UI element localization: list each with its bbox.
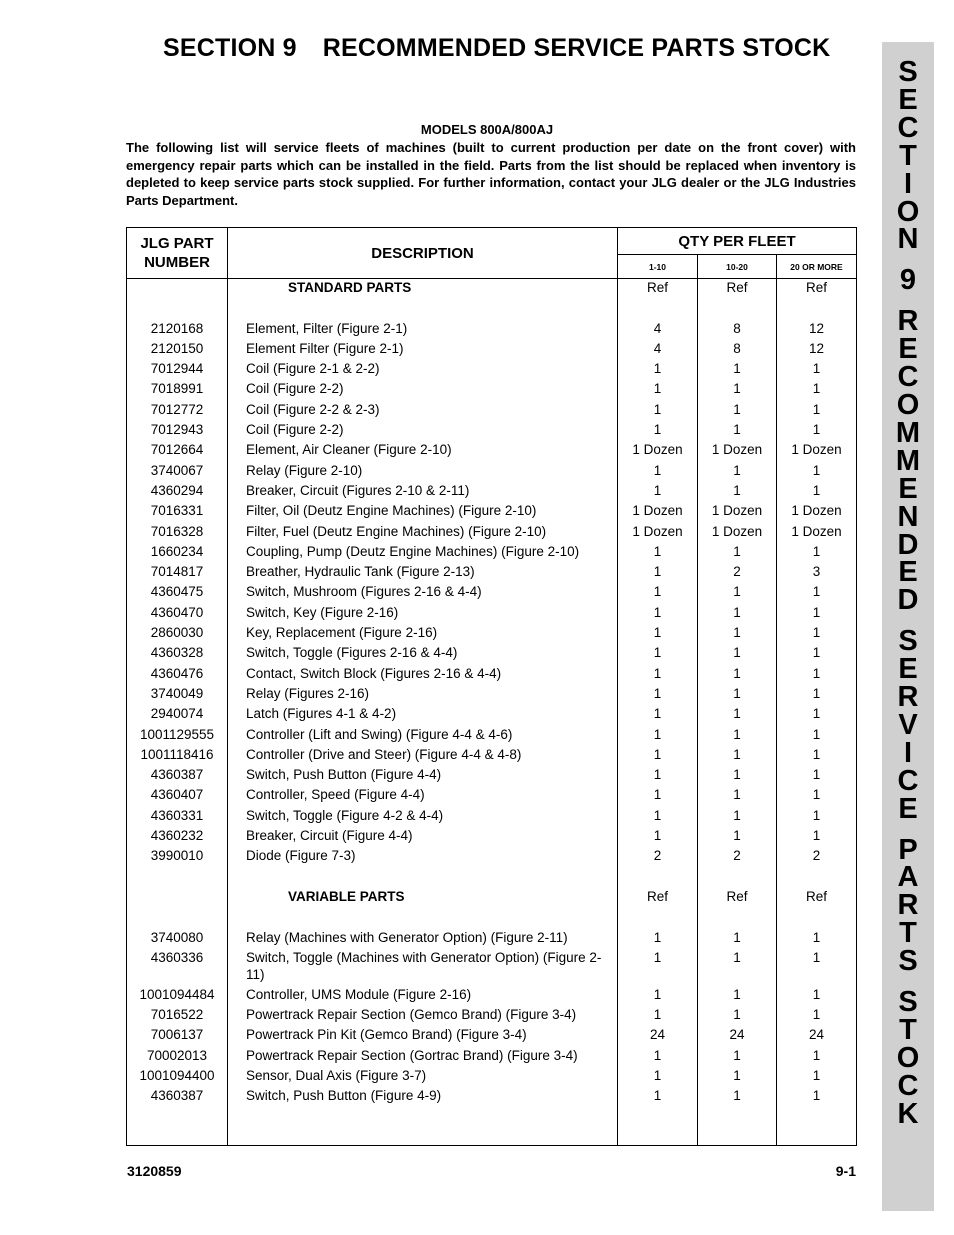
qty-10-20-cell: 1 [698,726,777,746]
qty-10-20-cell: 1 [698,583,777,603]
qty-1-10-cell [618,299,698,319]
part-number-cell [127,908,228,928]
table-row [127,986,857,1006]
qty-20-more-cell: 1 [777,665,857,685]
qty-1-10-cell: 1 Dozen [618,502,698,522]
qty-1-10-cell: 1 [618,462,698,482]
description-cell: Filter, Fuel (Deutz Engine Machines) (Figure 2-10) [228,523,618,543]
table-row [127,1047,857,1067]
table-row [127,421,857,441]
description-cell: Controller, UMS Module (Figure 2-16) [228,986,618,1006]
description-cell: Element, Filter (Figure 2-1) [228,320,618,340]
description-cell: Controller (Lift and Swing) (Figure 4-4 & 4-6) [228,726,618,746]
table-row [127,827,857,847]
side-tab-word-letters: S T O C K [896,986,920,1130]
side-tab-word-letters: R E C O M M E N D E D [895,305,921,617]
table-row [127,746,857,766]
description-cell: STANDARD PARTS [228,279,618,300]
qty-10-20-cell: 8 [698,340,777,360]
qty-20-more-cell: 2 [777,847,857,867]
qty-1-10-cell: 1 [618,360,698,380]
qty-20-more-cell: 1 Dozen [777,502,857,522]
qty-20-more-cell: 1 [777,786,857,806]
description-cell: Key, Replacement (Figure 2-16) [228,624,618,644]
part-number-cell: 7016331 [127,502,228,522]
part-number-cell: 4360232 [127,827,228,847]
qty-20-more-cell: 1 [777,401,857,421]
qty-10-20-cell: 1 [698,543,777,563]
qty-20-more-cell [777,908,857,928]
table-row [127,563,857,583]
qty-20-more-cell [777,868,857,888]
description-cell: Coil (Figure 2-1 & 2-2) [228,360,618,380]
qty-20-more-cell: 1 [777,360,857,380]
qty-20-more-cell: 1 [777,624,857,644]
qty-10-20-cell: 1 [698,421,777,441]
qty-1-10-cell: 1 [618,1047,698,1067]
qty-1-10-cell: 1 [618,929,698,949]
qty-1-10-cell: 4 [618,340,698,360]
description-cell: Switch, Mushroom (Figures 2-16 & 4-4) [228,583,618,603]
qty-1-10-cell: 1 [618,827,698,847]
qty-10-20-cell: 1 [698,786,777,806]
qty-10-20-cell: 1 Dozen [698,441,777,461]
qty-10-20-cell: 1 [698,827,777,847]
filler-cell [777,1108,857,1146]
qty-20-more-cell: 1 Dozen [777,441,857,461]
description-cell: Breaker, Circuit (Figures 2-10 & 2-11) [228,482,618,502]
part-number-cell: 2120150 [127,340,228,360]
qty-10-20-cell: 1 [698,624,777,644]
description-cell: Relay (Figure 2-10) [228,462,618,482]
description-cell: Breaker, Circuit (Figure 4-4) [228,827,618,847]
qty-1-10-cell: 24 [618,1026,698,1046]
qty-10-20-cell: 1 [698,1047,777,1067]
qty-1-10-cell: 1 [618,807,698,827]
qty-20-more-cell [777,299,857,319]
filler-cell [127,1108,228,1146]
header-qty-10-20: 10-20 [698,255,777,279]
qty-10-20-cell: 2 [698,847,777,867]
side-tab-word-letters: S E C T I O N [896,56,920,256]
qty-1-10-cell: 1 [618,1067,698,1087]
table-section-row [127,888,857,908]
qty-1-10-cell: 1 [618,401,698,421]
table-spacer-row [127,908,857,928]
description-cell: Switch, Push Button (Figure 4-4) [228,766,618,786]
table-row [127,1087,857,1107]
qty-10-20-cell: 1 [698,482,777,502]
table-row [127,726,857,746]
qty-20-more-cell: 1 [777,482,857,502]
qty-20-more-cell: 1 [777,949,857,986]
description-cell: Diode (Figure 7-3) [228,847,618,867]
qty-10-20-cell: 24 [698,1026,777,1046]
qty-20-more-cell: 1 [777,766,857,786]
qty-10-20-cell: 1 [698,986,777,1006]
header-description: DESCRIPTION [228,228,618,279]
description-cell: Powertrack Pin Kit (Gemco Brand) (Figure 3-4) [228,1026,618,1046]
table-row [127,929,857,949]
part-number-cell [127,888,228,908]
qty-20-more-cell: 1 [777,726,857,746]
description-cell: Relay (Figures 2-16) [228,685,618,705]
table-row [127,502,857,522]
qty-1-10-cell: 1 [618,705,698,725]
table-row [127,401,857,421]
description-cell: Switch, Toggle (Figure 4-2 & 4-4) [228,807,618,827]
part-number-cell: 7016328 [127,523,228,543]
qty-1-10-cell: 1 [618,421,698,441]
qty-20-more-cell: 24 [777,1026,857,1046]
part-number-cell: 4360336 [127,949,228,986]
qty-10-20-cell: 1 [698,462,777,482]
part-number-cell: 4360476 [127,665,228,685]
part-number-cell: 2120168 [127,320,228,340]
qty-20-more-cell: 12 [777,340,857,360]
part-number-cell: 4360331 [127,807,228,827]
qty-20-more-cell: 1 [777,583,857,603]
side-tab-word-letters: 9 [899,264,917,297]
description-cell: Switch, Push Button (Figure 4-9) [228,1087,618,1107]
part-number-cell [127,299,228,319]
part-number-cell: 70002013 [127,1047,228,1067]
table-row [127,320,857,340]
qty-1-10-cell: 1 [618,685,698,705]
part-number-cell: 1001094484 [127,986,228,1006]
description-cell [228,908,618,928]
part-number-cell: 3740049 [127,685,228,705]
description-cell: Switch, Toggle (Figures 2-16 & 4-4) [228,644,618,664]
description-cell: Contact, Switch Block (Figures 2-16 & 4-4) [228,665,618,685]
qty-1-10-cell: 1 [618,726,698,746]
qty-10-20-cell [698,908,777,928]
part-number-cell: 4360407 [127,786,228,806]
table-filler-row [127,1108,857,1146]
description-cell: Coil (Figure 2-2) [228,421,618,441]
part-number-cell: 4360328 [127,644,228,664]
qty-10-20-cell: 1 [698,1087,777,1107]
description-cell: Coil (Figure 2-2) [228,380,618,400]
table-row [127,604,857,624]
section-title [163,34,830,63]
qty-20-more-cell: 1 [777,1067,857,1087]
table-row [127,949,857,986]
side-tab-word-letters: P A R T S [897,833,919,978]
qty-20-more-cell: Ref [777,279,857,300]
qty-1-10-cell: 1 [618,604,698,624]
qty-1-10-cell: 1 [618,644,698,664]
table-row [127,583,857,603]
table-row [127,807,857,827]
table-row [127,786,857,806]
qty-20-more-cell: 1 [777,1006,857,1026]
qty-10-20-cell [698,299,777,319]
description-cell [228,299,618,319]
qty-1-10-cell: 1 Dozen [618,523,698,543]
part-number-cell [127,279,228,300]
description-cell: Coupling, Pump (Deutz Engine Machines) (Figure 2-10) [228,543,618,563]
description-cell: VARIABLE PARTS [228,888,618,908]
header-qty-1-10: 1-10 [618,255,698,279]
qty-10-20-cell: 1 [698,705,777,725]
qty-1-10-cell [618,908,698,928]
side-tab-letters [882,56,934,1130]
qty-1-10-cell: 1 [618,624,698,644]
qty-1-10-cell: 1 [618,380,698,400]
part-number-cell: 1001129555 [127,726,228,746]
qty-10-20-cell: 1 [698,401,777,421]
qty-1-10-cell [618,868,698,888]
qty-20-more-cell: 1 [777,827,857,847]
parts-table [126,227,857,1146]
parts-table-body [127,279,857,1146]
header-qty-20-more: 20 OR MORE [777,255,857,279]
side-tab-word-letters: S E R V I C E [897,625,919,825]
table-row [127,665,857,685]
description-cell: Latch (Figures 4-1 & 4-2) [228,705,618,725]
qty-10-20-cell: 1 Dozen [698,523,777,543]
qty-20-more-cell: Ref [777,888,857,908]
qty-10-20-cell: 1 [698,604,777,624]
qty-1-10-cell: 1 [618,949,698,986]
part-number-cell: 7012664 [127,441,228,461]
qty-20-more-cell: 1 [777,543,857,563]
description-cell: Breather, Hydraulic Tank (Figure 2-13) [228,563,618,583]
description-cell: Controller, Speed (Figure 4-4) [228,786,618,806]
qty-1-10-cell: 1 Dozen [618,441,698,461]
part-number-cell: 7012772 [127,401,228,421]
table-row [127,482,857,502]
qty-1-10-cell: 1 [618,1087,698,1107]
part-number-cell: 2940074 [127,705,228,725]
part-number-cell: 1660234 [127,543,228,563]
part-number-cell: 7012943 [127,421,228,441]
table-row [127,1026,857,1046]
part-number-cell: 4360475 [127,583,228,603]
part-number-cell: 3740067 [127,462,228,482]
part-number-cell: 2860030 [127,624,228,644]
qty-20-more-cell: 1 [777,746,857,766]
table-row [127,340,857,360]
qty-20-more-cell: 1 [777,929,857,949]
qty-20-more-cell: 1 [777,1047,857,1067]
part-number-cell: 4360294 [127,482,228,502]
table-spacer-row [127,299,857,319]
qty-10-20-cell: Ref [698,888,777,908]
qty-10-20-cell: 1 [698,644,777,664]
qty-20-more-cell: 1 [777,986,857,1006]
qty-10-20-cell: 1 [698,949,777,986]
filler-cell [618,1108,698,1146]
description-cell: Element Filter (Figure 2-1) [228,340,618,360]
table-spacer-row [127,868,857,888]
qty-1-10-cell: 1 [618,1006,698,1026]
qty-20-more-cell: 3 [777,563,857,583]
qty-1-10-cell: 1 [618,746,698,766]
qty-10-20-cell: 1 [698,766,777,786]
qty-20-more-cell: 1 [777,421,857,441]
section-name: RECOMMENDED SERVICE PARTS STOCK [322,34,831,62]
part-number-cell: 7018991 [127,380,228,400]
qty-10-20-cell: 1 [698,685,777,705]
qty-1-10-cell: Ref [618,279,698,300]
qty-1-10-cell: 1 [618,665,698,685]
table-row [127,360,857,380]
qty-20-more-cell: 1 [777,462,857,482]
part-number-cell: 4360387 [127,1087,228,1107]
models-label: MODELS 800A/800AJ [420,122,554,137]
table-row [127,523,857,543]
qty-10-20-cell: 1 [698,665,777,685]
header-part-number: JLG PART NUMBER [127,228,228,279]
qty-1-10-cell: 1 [618,563,698,583]
table-row [127,380,857,400]
description-cell: Powertrack Repair Section (Gemco Brand) (Figure 3-4) [228,1006,618,1026]
qty-20-more-cell: 1 [777,644,857,664]
qty-20-more-cell: 1 [777,685,857,705]
description-cell: Powertrack Repair Section (Gortrac Brand) (Figure 3-4) [228,1047,618,1067]
qty-1-10-cell: Ref [618,888,698,908]
description-cell: Element, Air Cleaner (Figure 2-10) [228,441,618,461]
table-row [127,441,857,461]
part-number-cell: 1001094400 [127,1067,228,1087]
part-number-cell: 3990010 [127,847,228,867]
qty-10-20-cell: Ref [698,279,777,300]
table-row [127,705,857,725]
part-number-cell: 4360470 [127,604,228,624]
qty-1-10-cell: 1 [618,786,698,806]
qty-10-20-cell: 1 Dozen [698,502,777,522]
table-row [127,766,857,786]
description-cell [228,868,618,888]
table-section-row [127,279,857,300]
qty-10-20-cell: 1 [698,380,777,400]
part-number-cell [127,868,228,888]
description-cell: Switch, Toggle (Machines with Generator Option) (Figure 2-11) [228,949,618,986]
part-number-cell: 7012944 [127,360,228,380]
qty-20-more-cell: 12 [777,320,857,340]
qty-20-more-cell: 1 [777,807,857,827]
qty-1-10-cell: 1 [618,986,698,1006]
document-number: 3120859 [127,1163,182,1179]
section-side-tab [882,42,934,1211]
filler-cell [698,1108,777,1146]
qty-20-more-cell: 1 [777,1087,857,1107]
qty-1-10-cell: 4 [618,320,698,340]
qty-10-20-cell: 8 [698,320,777,340]
qty-10-20-cell [698,868,777,888]
qty-20-more-cell: 1 [777,604,857,624]
table-row [127,624,857,644]
table-row [127,1067,857,1087]
qty-20-more-cell: 1 [777,380,857,400]
part-number-cell: 4360387 [127,766,228,786]
qty-10-20-cell: 1 [698,807,777,827]
page-number: 9-1 [835,1163,856,1179]
filler-cell [228,1108,618,1146]
qty-10-20-cell: 1 [698,360,777,380]
part-number-cell: 7006137 [127,1026,228,1046]
qty-1-10-cell: 1 [618,583,698,603]
description-cell: Filter, Oil (Deutz Engine Machines) (Figure 2-10) [228,502,618,522]
table-row [127,1006,857,1026]
qty-20-more-cell: 1 Dozen [777,523,857,543]
qty-10-20-cell: 1 [698,1067,777,1087]
intro-paragraph: The following list will service fleets of machines (built to current production per date on the front cover) with emergency repair parts which can be installed in the field. Parts from the list should be replaced when inventory is depleted to keep service parts stock supplied. For further information, contact your JLG dealer or the JLG Industries Parts Department. [126,140,856,208]
qty-1-10-cell: 1 [618,482,698,502]
section-number: SECTION 9 [163,34,297,62]
table-row [127,644,857,664]
qty-1-10-cell: 1 [618,766,698,786]
models-heading [0,122,954,137]
part-number-cell: 7016522 [127,1006,228,1026]
table-row [127,543,857,563]
qty-10-20-cell: 1 [698,929,777,949]
qty-1-10-cell: 2 [618,847,698,867]
description-cell: Sensor, Dual Axis (Figure 3-7) [228,1067,618,1087]
part-number-cell: 1001118416 [127,746,228,766]
description-cell: Controller (Drive and Steer) (Figure 4-4 & 4-8) [228,746,618,766]
description-cell: Switch, Key (Figure 2-16) [228,604,618,624]
table-row [127,462,857,482]
description-cell: Relay (Machines with Generator Option) (Figure 2-11) [228,929,618,949]
table-row [127,847,857,867]
description-cell: Coil (Figure 2-2 & 2-3) [228,401,618,421]
qty-10-20-cell: 1 [698,1006,777,1026]
part-number-cell: 3740080 [127,929,228,949]
qty-10-20-cell: 2 [698,563,777,583]
qty-1-10-cell: 1 [618,543,698,563]
part-number-cell: 7014817 [127,563,228,583]
qty-20-more-cell: 1 [777,705,857,725]
qty-10-20-cell: 1 [698,746,777,766]
table-row [127,685,857,705]
header-qty-per-fleet: QTY PER FLEET [618,228,857,255]
